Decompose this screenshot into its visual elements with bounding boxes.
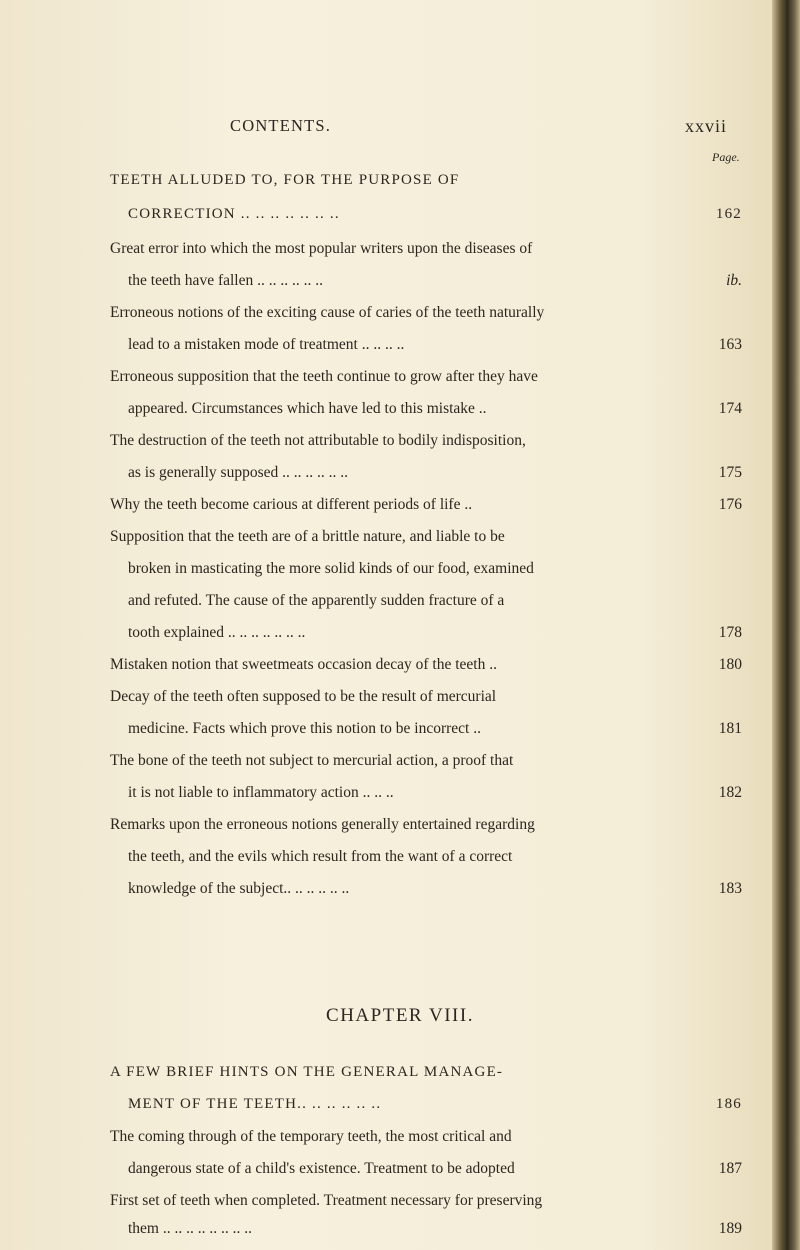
toc-entry-text: Why the teeth become carious at different periods of life .. xyxy=(110,496,473,513)
toc-entry-line: Remarks upon the erroneous notions generally entertained regarding xyxy=(110,816,535,833)
chapter-heading-line-1: A FEW BRIEF HINTS ON THE GENERAL MANAGE- xyxy=(110,1064,504,1080)
toc-entry-page: 180 xyxy=(718,656,742,673)
toc-entry-line: the teeth, and the evils which result from the want of a correct xyxy=(128,848,513,865)
toc-entry-page: ib. xyxy=(726,272,742,289)
toc-entry-line xyxy=(128,624,742,642)
toc-entry-line xyxy=(110,496,742,514)
chapter-heading-text: MENT OF THE TEETH.. .. .. .. .. .. xyxy=(128,1096,382,1112)
chapter-heading-line-2 xyxy=(128,1096,742,1113)
toc-entry-line xyxy=(128,336,742,354)
toc-entry-line: Great error into which the most popular writers upon the diseases of xyxy=(110,240,533,257)
toc-entry-line: broken in masticating the more solid kinds of our food, examined xyxy=(128,560,534,577)
toc-entry-page: 178 xyxy=(718,624,742,641)
book-binding-edge xyxy=(772,0,800,1250)
toc-entry-line xyxy=(128,720,742,738)
toc-entry-page: 181 xyxy=(718,720,742,737)
section-heading-line-1: TEETH ALLUDED TO, FOR THE PURPOSE OF xyxy=(110,172,460,188)
toc-entry-line: The coming through of the temporary teeth, the most critical and xyxy=(110,1128,512,1145)
toc-entry-line xyxy=(128,784,742,802)
chapter-heading-page: 186 xyxy=(715,1096,742,1112)
toc-entry-text: medicine. Facts which prove this notion to be incorrect .. xyxy=(128,720,481,737)
toc-entry-text: knowledge of the subject.. .. .. .. .. .. xyxy=(128,880,350,897)
section-heading-text: CORRECTION .. .. .. .. .. .. .. xyxy=(128,206,340,222)
running-head-page-numeral: xxvii xyxy=(685,116,728,136)
toc-entry-page: 183 xyxy=(718,880,742,897)
toc-entry-line xyxy=(128,400,742,418)
toc-entry-line: The bone of the teeth not subject to mercurial action, a proof that xyxy=(110,752,514,769)
toc-entry-line xyxy=(128,464,742,482)
toc-entry-text: the teeth have fallen .. .. .. .. .. .. xyxy=(128,272,323,289)
toc-entry-page: 174 xyxy=(718,400,742,417)
toc-entry-text: them .. .. .. .. .. .. .. .. xyxy=(128,1220,252,1237)
toc-entry-line: Decay of the teeth often supposed to be the result of mercurial xyxy=(110,688,497,705)
chapter-title: CHAPTER VIII. xyxy=(326,1005,474,1026)
toc-entry-text: tooth explained .. .. .. .. .. .. .. xyxy=(128,624,306,641)
toc-entry-line: Erroneous notions of the exciting cause of caries of the teeth naturally xyxy=(110,304,545,321)
toc-entry-line: First set of teeth when completed. Treatment necessary for preserving xyxy=(110,1192,543,1209)
toc-entry-line xyxy=(128,1220,742,1238)
toc-entry-page: 176 xyxy=(718,496,742,513)
toc-entry-line xyxy=(128,1160,742,1178)
toc-entry-text: as is generally supposed .. .. .. .. .. .. xyxy=(128,464,348,481)
section-heading-page: 162 xyxy=(715,206,742,222)
toc-entry-page: 163 xyxy=(718,336,742,353)
toc-entry-line: The destruction of the teeth not attributable to bodily indisposition, xyxy=(110,432,526,449)
toc-entry-text: Mistaken notion that sweetmeats occasion decay of the teeth .. xyxy=(110,656,497,673)
page-column-label: Page. xyxy=(712,150,740,164)
toc-entry-page: 189 xyxy=(718,1220,742,1237)
toc-entry-line xyxy=(128,880,742,898)
toc-entry-page: 182 xyxy=(718,784,742,801)
running-head xyxy=(0,116,800,140)
toc-entry-text: dangerous state of a child's existence. Treatment to be adopted xyxy=(128,1160,515,1177)
toc-entry-line xyxy=(110,656,742,674)
toc-entry-line: and refuted. The cause of the apparently sudden fracture of a xyxy=(128,592,505,609)
section-heading-line-2 xyxy=(128,206,742,223)
toc-entry-text: appeared. Circumstances which have led to this mistake .. xyxy=(128,400,487,417)
toc-entry-line: Erroneous supposition that the teeth continue to grow after they have xyxy=(110,368,538,385)
toc-entry-text: lead to a mistaken mode of treatment .. .. .. .. xyxy=(128,336,405,353)
toc-entry-line xyxy=(128,272,742,290)
toc-entry-page: 187 xyxy=(718,1160,742,1177)
toc-entry-text: it is not liable to inflammatory action .. .. .. xyxy=(128,784,394,801)
toc-entry-page: 175 xyxy=(718,464,742,481)
toc-entry-line: Supposition that the teeth are of a brittle nature, and liable to be xyxy=(110,528,505,545)
running-head-title: CONTENTS. xyxy=(230,116,332,135)
